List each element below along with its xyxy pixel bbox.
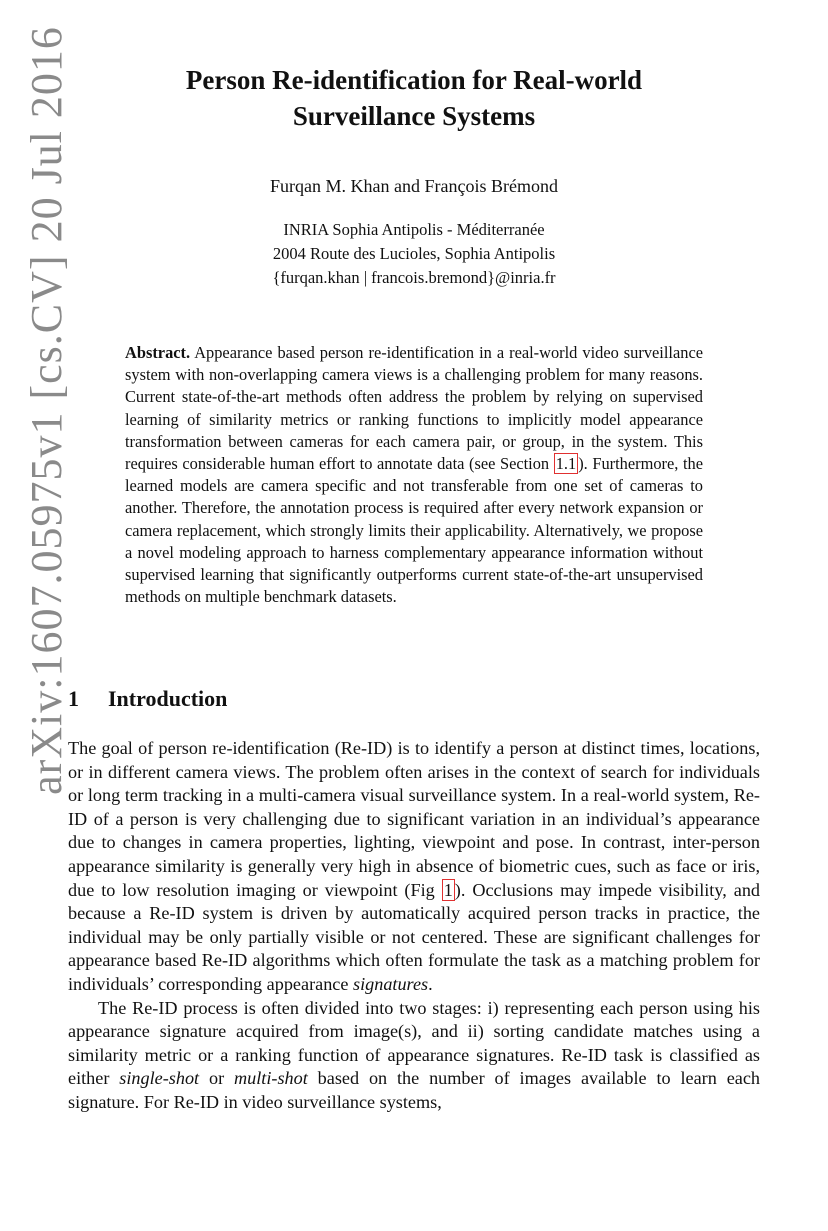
affiliation-address: 2004 Route des Lucioles, Sophia Antipolis [272,244,556,263]
affiliation-block [100,218,728,290]
para2-text-2: or [199,1068,235,1089]
arxiv-id-text: arXiv:1607.05975v1 [cs.CV] 20 Jul 2016 [21,25,71,795]
paragraph-1 [68,737,760,997]
title-line-2: Surveillance Systems [292,101,536,131]
paragraph-2 [68,997,760,1115]
section-reference-link[interactable]: 1.1 [555,454,577,474]
paper-title [100,62,728,134]
para2-emphasis-1: single-shot [119,1068,200,1089]
title-line-1: Person Re-identification for Real-world [185,65,643,95]
para2-emphasis-2: multi-shot [234,1068,308,1089]
abstract-text-2: ). Furthermore, the learned models are camera specific and not transferable from one set of cameras to another. Therefore, the annotation process is required after every network expansion or camera replacement, which strongly limits their applicability. Alternatively, we propose a novel modeling approach to harness complementary appearance information without supervised learning that significantly outperforms current state-of-the-art unsupervised methods on multiple benchmark datasets. [125,454,703,607]
section-title: Introduction [108,686,228,711]
para1-emphasis: signatures [353,973,429,994]
abstract-label: Abstract. [125,343,191,362]
author-list: Furqan M. Khan and François Brémond [270,176,558,196]
para2-text-3: based on the number of images available to learn each signature. For Re-ID in video surveillance systems, [68,1068,761,1112]
para2-text-1: The Re-ID process is often divided into two stages: i) representing each person using his appearance signature acquired from image(s), and ii) sorting candidate matches using a similarity metric or a ranking function of appearance signatures. Re-ID task is classified as either [68,997,760,1089]
abstract-text-1: Appearance based person re-identification in a real-world video surveillance system with non-overlapping camera views is a challenging problem for many reasons. Current state-of-the-art methods often address the problem by relying on supervised learning of similarity metrics or ranking functions to implicitly model appearance transformation between cameras for each camera pair, or group, in the system. This requires considerable human effort to annotate data (see Section [125,343,703,474]
abstract [125,342,703,608]
para1-text-2: ). Occlusions may impede visibility, and because a Re-ID system is driven by automatically acquired person tracks in practice, the individual may be only partially visible or not centered. These are significant challenges for appearance based Re-ID algorithms which often formulate the task as a matching problem for individuals’ corresponding appearance [68,879,761,994]
affiliation-emails: {furqan.khan | francois.bremond}@inria.fr [272,268,556,287]
arxiv-identifier-stamp [16,25,76,795]
para1-text-1: The goal of person re-identification (Re-ID) is to identify a person at distinct times, locations, or in different camera views. The problem often arises in the context of search for individuals or long term tracking in a multi-camera visual surveillance system. In a real-world system, Re-ID of a person is very challenging due to significant variation in an individual’s appearance due to changes in camera properties, lighting, viewpoint and pose. In contrast, inter-person appearance similarity is generally very high in absence of biometric cues, such as face or iris, due to low resolution imaging or viewpoint (Fig [68,738,760,900]
section-number: 1 [68,686,79,711]
section-heading [68,686,227,712]
affiliation-institution: INRIA Sophia Antipolis - Méditerranée [283,220,545,239]
introduction-body [68,737,760,1115]
figure-reference-link[interactable]: 1 [443,879,453,900]
para1-end: . [428,973,433,994]
